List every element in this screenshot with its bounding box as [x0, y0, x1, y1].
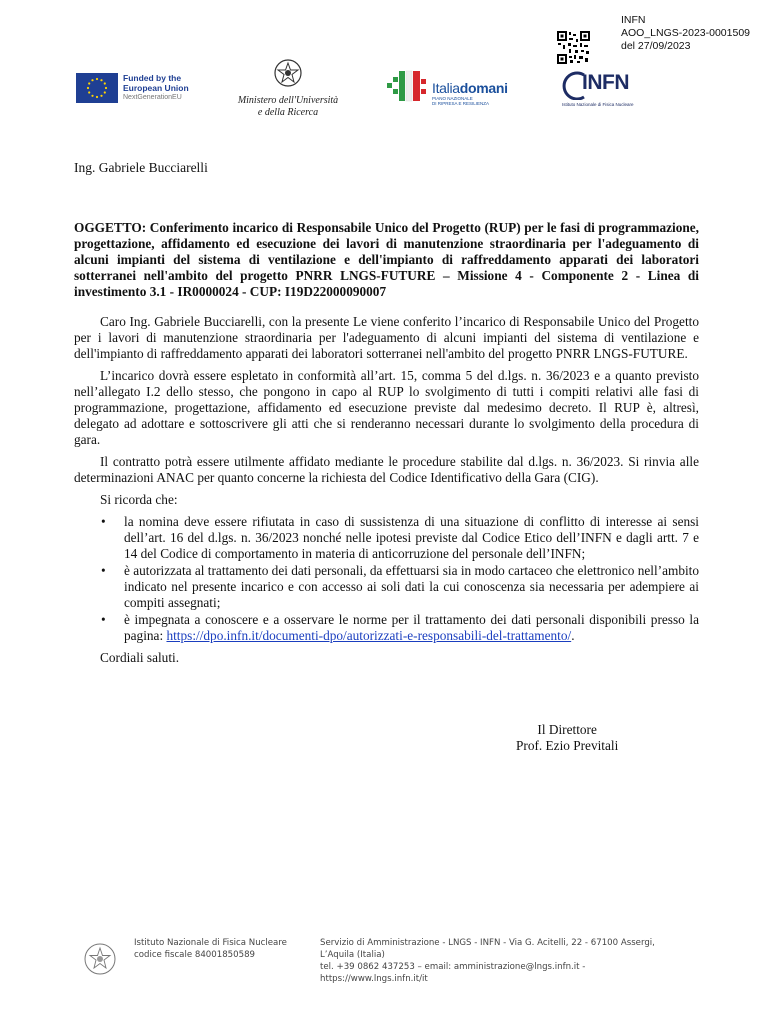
bullet-icon: • — [101, 612, 106, 627]
signature-block — [516, 722, 618, 754]
italiadomani-mark-icon — [385, 69, 429, 107]
dpo-link[interactable]: https://dpo.infn.it/documenti-dpo/autorizzati-e-responsabili-del-trattamento/ — [166, 628, 572, 643]
italiadomani-name: Italiadomani — [432, 80, 508, 96]
italian-emblem-icon — [273, 58, 303, 88]
infn-wordmark: INFN — [582, 71, 629, 94]
list-item: • è autorizzata al trattamento dei dati personali, da effettuarsi sia in modo cartaceo che elettronico nell’ambito indicato nel presente incarico e con accesso ai soli dati la cui conoscenza sia necessaria per adempiere ai compiti assegnati; — [101, 563, 699, 610]
signature-name: Prof. Ezio Previtali — [516, 738, 619, 753]
infn-logo — [560, 70, 640, 112]
eu-flag-icon — [76, 73, 118, 103]
eu-funding-text: Funded by the European Union NextGenerationEU — [123, 73, 189, 101]
ministry-line2: e della Ricerca — [257, 107, 319, 118]
protocol-org: INFN — [621, 14, 646, 26]
ministry-logo — [228, 58, 348, 118]
paragraph: L’incarico dovrà essere espletato in conformità all’art. 15, comma 5 del d.lgs. n. 36/2023 e a quanto previsto nell’allegato I.2 dello stesso, che pongono in capo al RUP lo svolgimento di tutti i compiti relativi alle fasi di programmazione, progettazione, affidamento ed esecuzione previste dal medesimo decreto. Il RUP è, altresì, delegato ad adottare e sottoscrivere gli atti che si renderanno necessari durante lo svolgimento della procedura di gara. — [74, 368, 699, 447]
bullet-icon: • — [101, 563, 106, 578]
ministry-line1: Ministero dell'Università — [237, 95, 339, 106]
eu-funding-logo — [76, 73, 196, 103]
recipient: Ing. Gabriele Bucciarelli — [74, 160, 208, 175]
paragraph: Caro Ing. Gabriele Bucciarelli, con la presente Le viene conferito l’incarico di Responsabile Unico del Progetto per i lavori di manutenzione straordinaria per l'adeguamento di alcuni impianti del sistema di ventilazione e dell'impianto di raffreddamento apparati dei laboratori sotterranei nell'ambito del progetto PNRR LNGS-FUTURE. — [74, 314, 699, 361]
list-item: • la nomina deve essere rifiutata in caso di sussistenza di una situazione di conflitto di interesse ai sensi dell’art. 16 del d.lgs. n. 36/2023 nonché nelle ipotesi previste dal Codice Etico dell’INFN e dagli artt. 7 e 14 del Codice di comportamento in materia di anticorruzione del personale dell’INFN; — [101, 514, 699, 561]
paragraph: Il contratto potrà essere utilmente affidato mediante le procedure stabilite dal d.lgs. n. 36/2023. Si rinvia alle determinazioni ANAC per quanto concerne la richiesta del Codice Identificativo della Gara (CIG). — [74, 454, 699, 485]
bullet-icon: • — [101, 514, 106, 529]
protocol-number: AOO_LNGS-2023-0001509 — [621, 27, 750, 39]
italiadomani-subtitle: PIANO NAZIONALE DI RIPRESA E RESILIENZA — [432, 96, 490, 106]
republic-seal-icon — [83, 942, 117, 976]
paragraph: Si ricorda che: — [100, 492, 178, 507]
protocol-date: del 27/09/2023 — [621, 40, 691, 52]
footer-institute: Istituto Nazionale di Fisica Nucleare codice fiscale 84001850589 — [134, 938, 287, 960]
subject: OGGETTO: Conferimento incarico di Responsabile Unico del Progetto (RUP) per le fasi di programmazione, progettazione, affidamento ed esecuzione dei lavori di manutenzione straordinaria per l'adeguamento di alcuni impianti del sistema di ventilazione e dell'impianto di raffreddamento apparati dei laboratori sotterranei nell'ambito del progetto PNRR LNGS-FUTURE – Missione 4 - Componente 2 - Linea di investimento 3.1 - IR0000024 - CUP: I19D22000090007 — [74, 220, 699, 299]
infn-subtitle: Istituto Nazionale di Fisica Nucleare — [562, 102, 634, 107]
italiadomani-logo — [385, 69, 520, 109]
footer-contacts: Servizio di Amministrazione - LNGS - INFN - Via G. Acitelli, 22 - 67100 Assergi, L’Aquila (Italia) tel. +39 0862 437253 – email: amministrazione@lngs.infn.it - https://www.lngs.infn.it/it — [320, 938, 655, 984]
closing: Cordiali saluti. — [100, 650, 180, 665]
signature-role: Il Direttore — [537, 722, 597, 737]
list-item: • è impegnata a conoscere e a osservare le norme per il trattamento dei dati personali disponibili presso la pagina: https://dpo.infn.it/documenti-dpo/autorizzati-e-responsabili-del-trattamento/. — [101, 612, 699, 643]
letter-body — [74, 314, 699, 672]
qr-code-icon — [557, 31, 590, 64]
protocol-stamp — [621, 14, 750, 53]
bullet-list — [74, 514, 699, 644]
